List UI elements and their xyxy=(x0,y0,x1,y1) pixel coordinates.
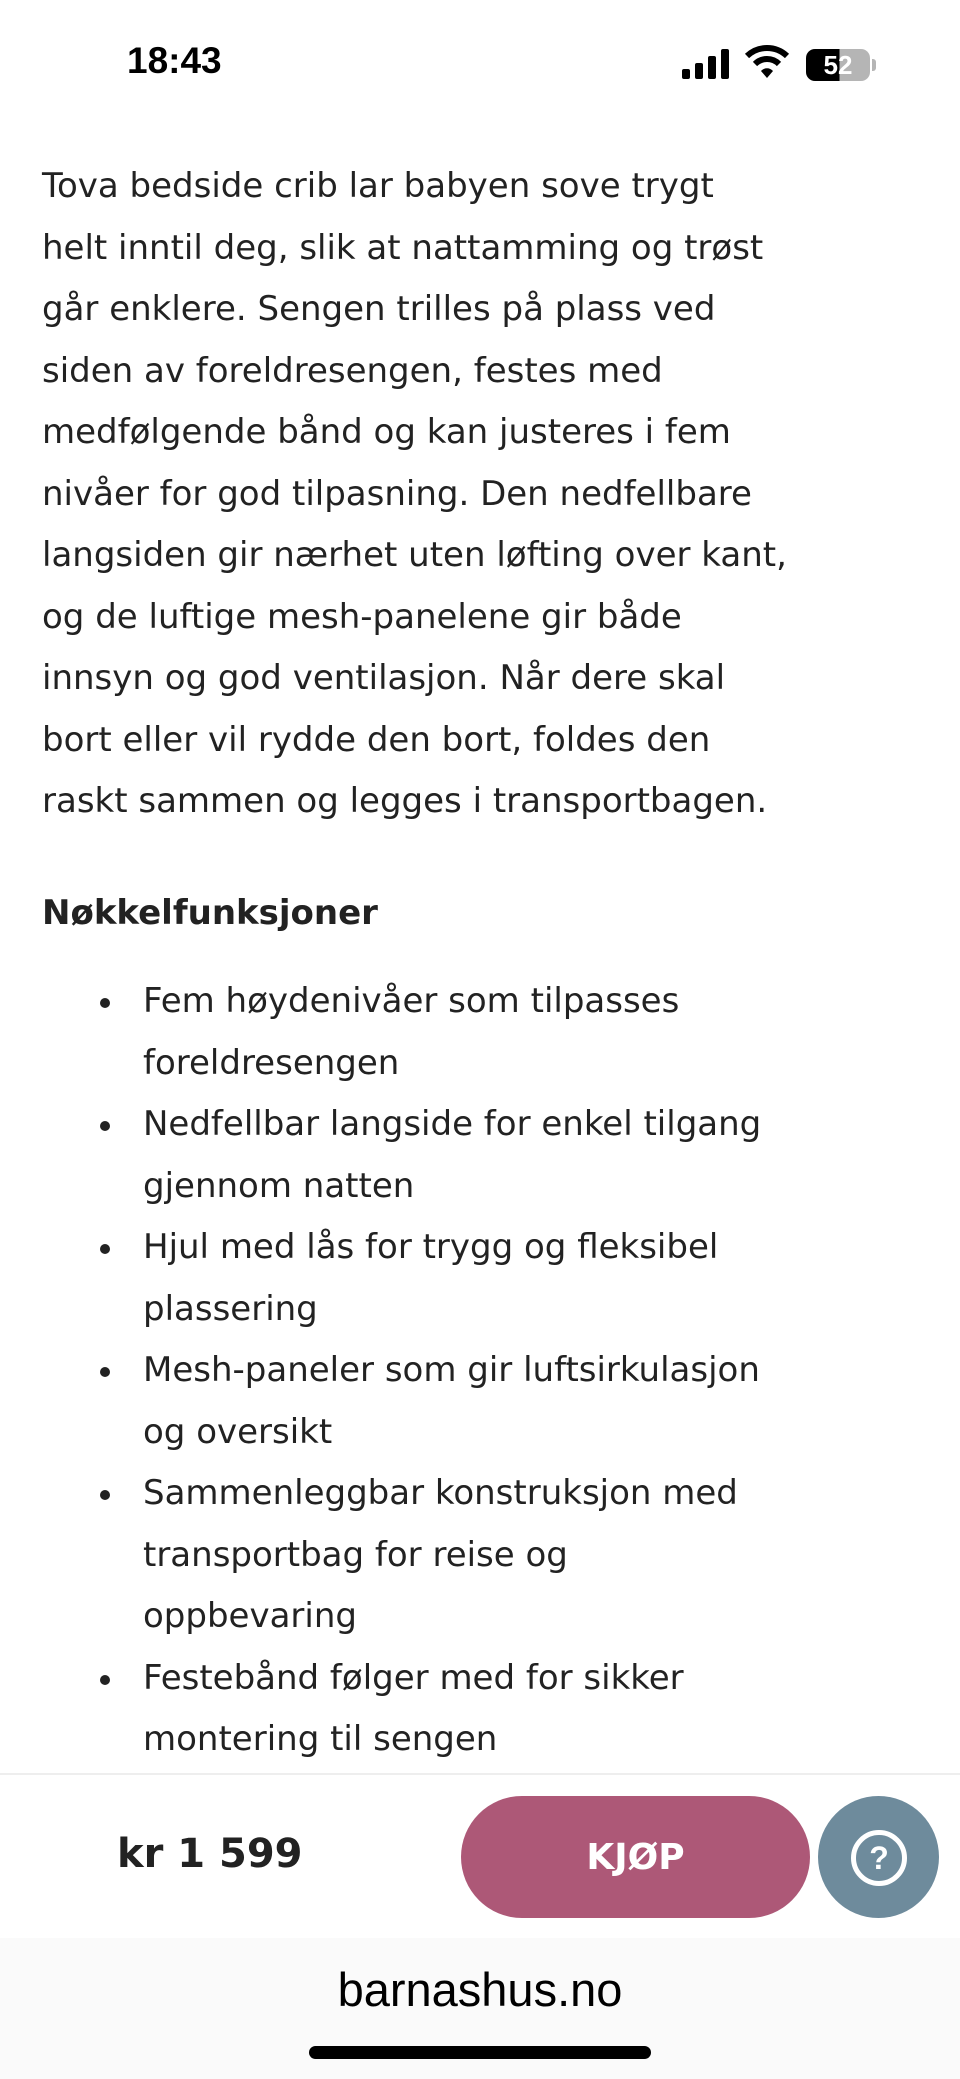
feature-line: foreldresengen xyxy=(143,1042,400,1083)
feature-line: og oversikt xyxy=(143,1411,333,1452)
clock: 18:43 xyxy=(127,40,222,81)
purchase-bar xyxy=(0,1773,960,1940)
feature-line: Festebånd følger med for sikker xyxy=(143,1657,684,1698)
description-line: innsyn og god ventilasjon. Når dere skal xyxy=(42,658,726,698)
feature-line: Fem høydenivåer som tilpasses xyxy=(143,981,680,1021)
feature-line: oppbevaring xyxy=(143,1596,357,1636)
feature-item xyxy=(0,1217,960,1340)
features-heading: Nøkkelfunksjoner xyxy=(42,893,378,933)
wifi-icon xyxy=(745,44,789,80)
question-icon: ? xyxy=(851,1830,907,1886)
feature-line: Mesh-paneler som gir luftsirkulasjon xyxy=(143,1350,760,1390)
feature-line: montering til sengen xyxy=(143,1719,498,1759)
feature-item xyxy=(0,1094,960,1217)
feature-item xyxy=(0,1463,960,1648)
status-bar xyxy=(0,0,960,120)
feature-item xyxy=(0,971,960,1094)
feature-line: plassering xyxy=(143,1288,318,1329)
product-description xyxy=(42,156,942,833)
feature-line: Sammenleggbar konstruksjon med xyxy=(143,1473,738,1513)
battery-icon: 52 xyxy=(806,49,870,81)
feature-line: Nedfellbar langside for enkel tilgang xyxy=(143,1104,762,1144)
feature-item xyxy=(0,1648,960,1771)
description-line: helt inntil deg, slik at nattamming og trøst xyxy=(42,227,764,268)
description-line: siden av foreldresengen, festes med xyxy=(42,350,663,391)
help-button[interactable] xyxy=(818,1796,939,1918)
features-list xyxy=(0,971,960,1771)
price: kr 1 599 xyxy=(117,1831,303,1877)
description-line: nivåer for god tilpasning. Den nedfellbare xyxy=(42,473,752,514)
description-line: langsiden gir nærhet uten løfting over kant, xyxy=(42,535,787,575)
browser-address-bar xyxy=(0,1938,960,2079)
buy-button[interactable]: KJØP xyxy=(461,1796,810,1918)
url-label[interactable]: barnashus.no xyxy=(337,1963,623,2016)
description-line: raskt sammen og legges i transportbagen. xyxy=(42,781,768,821)
feature-line: gjennom natten xyxy=(143,1165,415,1206)
description-line: og de luftige mesh-panelene gir både xyxy=(42,596,682,637)
feature-line: transportbag for reise og xyxy=(143,1534,568,1575)
battery-cap xyxy=(872,59,876,71)
description-line: medfølgende bånd og kan justeres i fem xyxy=(42,412,731,452)
description-line: går enklere. Sengen trilles på plass ved xyxy=(42,289,716,329)
home-indicator[interactable] xyxy=(309,2046,651,2059)
description-line: Tova bedside crib lar babyen sove trygt xyxy=(42,166,714,206)
signal-icon xyxy=(682,49,730,79)
feature-item xyxy=(0,1340,960,1463)
description-line: bort eller vil rydde den bort, foldes den xyxy=(42,719,711,760)
feature-line: Hjul med lås for trygg og fleksibel xyxy=(143,1227,719,1267)
